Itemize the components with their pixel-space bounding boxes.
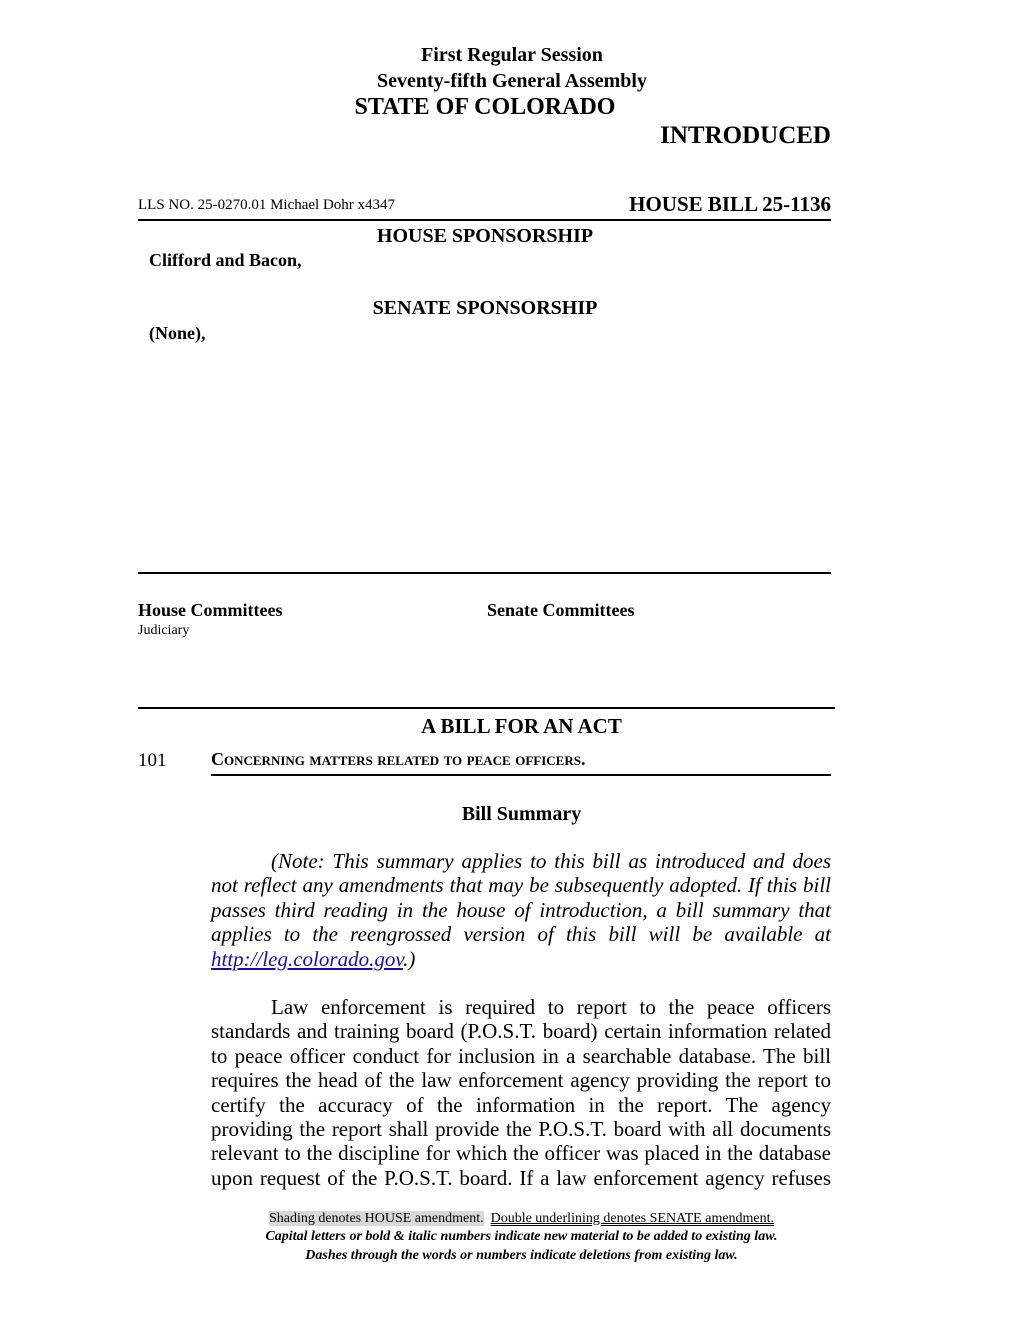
senate-committees-heading: Senate Committees (487, 600, 635, 620)
committees-top-divider (138, 572, 831, 574)
note-line-3: passes third reading in the house of introduction, a bill summary that (211, 897, 831, 922)
header-divider (138, 219, 831, 221)
assembly-title: Seventy-fifth General Assembly (377, 70, 647, 92)
lls-number: LLS NO. 25-0270.01 Michael Dohr x4347 (138, 197, 396, 213)
body-line-5: certify the accuracy of the information in the report. The agency (211, 1092, 831, 1117)
house-sponsors: Clifford and Bacon, (149, 250, 302, 270)
state-title: STATE OF COLORADO (354, 94, 616, 120)
house-committees-heading: House Committees (138, 600, 283, 620)
note-end: .) (403, 946, 416, 971)
act-title-rule (211, 774, 831, 776)
bill-status: INTRODUCED (660, 122, 831, 149)
capitals-note: Capital letters or bold & italic numbers indicate new material to be added to existing law. (265, 1229, 778, 1244)
house-committee-item: Judiciary (138, 623, 190, 638)
dashes-note: Dashes through the words or numbers indicate deletions from existing law. (305, 1248, 738, 1263)
summary-body (211, 995, 831, 1190)
body-line-4: requires the head of the law enforcement agency providing the report to (211, 1068, 831, 1093)
body-line-1: Law enforcement is required to report to the peace officers (271, 995, 831, 1019)
act-title: Concerning matters related to peace officers. (211, 749, 586, 769)
legislature-link[interactable]: http://leg.colorado.gov (211, 946, 404, 971)
bill-number: HOUSE BILL 25-1136 (629, 192, 831, 216)
body-line-3: to peace officer conduct for inclusion in a searchable database. The bill (211, 1043, 831, 1068)
committees-bottom-divider (138, 707, 835, 709)
act-heading: A BILL FOR AN ACT (421, 714, 622, 738)
shading-note: Shading denotes HOUSE amendment. (268, 1211, 484, 1226)
summary-note (211, 849, 831, 971)
note-line-2: not reflect any amendments that may be subsequently adopted. If this bill (211, 873, 831, 898)
body-line-6: providing the report shall provide the P.O.S.T. board with all documents (211, 1117, 831, 1142)
senate-sponsorship-heading: SENATE SPONSORSHIP (372, 297, 598, 319)
session-title: First Regular Session (421, 44, 603, 66)
summary-heading: Bill Summary (461, 803, 582, 825)
body-line-2: standards and training board (P.O.S.T. board) certain information related (211, 1019, 831, 1044)
note-line-5 (211, 947, 831, 971)
body-line-7: relevant to the discipline for which the officer was placed in the database (211, 1141, 831, 1166)
line-number: 101 (138, 750, 167, 771)
footer-legend-line-1 (0, 1211, 1024, 1227)
note-line-4: applies to the reengrossed version of this bill will be available at (211, 922, 831, 947)
house-sponsorship-heading: HOUSE SPONSORSHIP (376, 225, 594, 247)
senate-sponsors: (None), (149, 323, 206, 343)
body-line-8: upon request of the P.O.S.T. board. If a law enforcement agency refuses (211, 1165, 831, 1190)
note-line-1: (Note: This summary applies to this bill as introduced and does (271, 849, 831, 873)
double-underline-note: Double underlining denotes SENATE amendment. (490, 1211, 775, 1226)
